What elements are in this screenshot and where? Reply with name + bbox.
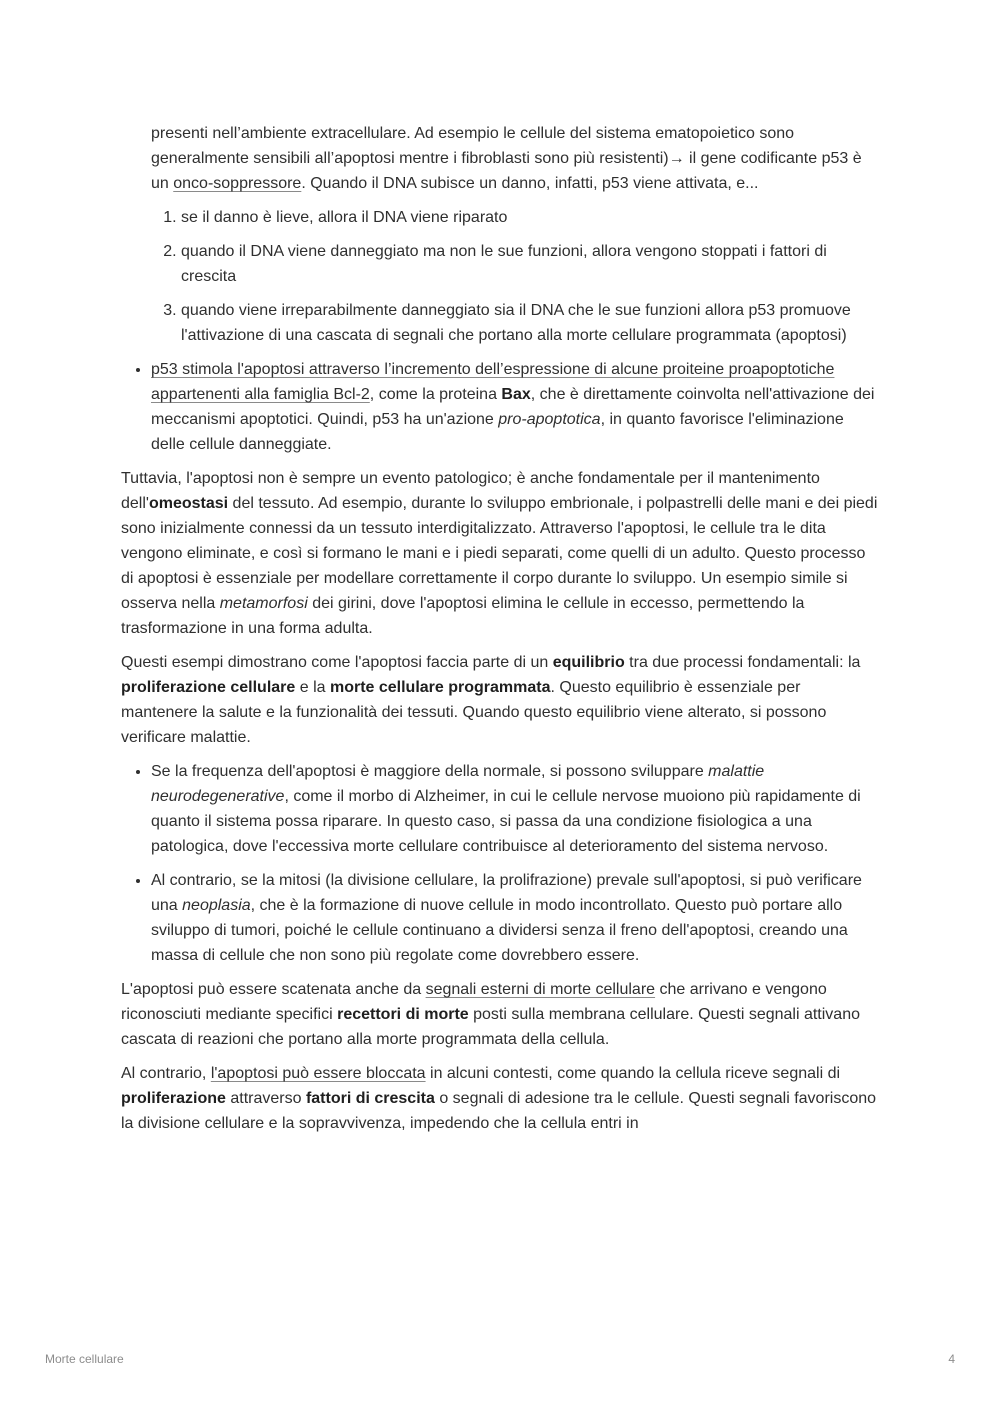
- paragraph-equilibrio: Questi esempi dimostrano come l'apoptosi faccia parte di un equilibrio tra due processi fondamentali: la proliferazione cellulare e la morte cellulare programmata. Questo equilibrio è essenziale per mantenere la salute e la funzionalità dei tessuti. Quando questo equilibrio viene alterato, si possono verificare malattie.: [121, 654, 861, 746]
- list-item: 1. se il danno è lieve, allora il DNA viene riparato: [181, 205, 880, 230]
- list-item: • Se la frequenza dell'apoptosi è maggiore della normale, si possono sviluppare malattie neurodegenerative, come il morbo di Alzheimer, in cui le cellule nervose muoiono più rapidamente di quanto il sistema possa riparare. In questo caso, si passa da una condizione fisiologica a una patologica, dove l'eccessiva morte cellulare contribuisce al deterioramento del sistema nervoso.: [151, 759, 880, 859]
- bullet-list-p53: [121, 357, 880, 457]
- list-item: 2. quando il DNA viene danneggiato ma non le sue funzioni, allora vengono stoppati i fattori di crescita: [181, 239, 880, 289]
- paragraph-omeostasi: Tuttavia, l'apoptosi non è sempre un evento patologico; è anche fondamentale per il mantenimento dell'omeostasi del tessuto. Ad esempio, durante lo sviluppo embrionale, i polpastrelli delle mani e dei piedi sono inizialmente connessi da un tessuto interdigitalizzato. Attraverso l'apoptosi, le cellule tra le dita vengono eliminate, e così si formano le mani e i piedi separati, come quelli di un adulto. Questo processo di apoptosi è essenziale per modellare correttamente il corpo durante lo sviluppo. Un esempio simile si osserva nella metamorfosi dei girini, dove l'apoptosi elimina le cellule in eccesso, permettendo la trasformazione in una forma adulta.: [121, 470, 878, 637]
- numbered-list: [151, 205, 880, 348]
- continued-paragraph: presenti nell’ambiente extracellulare. Ad esempio le cellule del sistema ematopoietico sono generalmente sensibili all’apoptosi mentre i fibroblasti sono più resistenti)→ il gene codificante p53 è un onco-soppressore. Quando il DNA subisce un danno, infatti, p53 viene attivata, e...: [151, 125, 862, 192]
- document-body: [121, 121, 880, 1145]
- bullet-list-malattie: [121, 759, 880, 968]
- paragraph-segnali-esterni: L'apoptosi può essere scatenata anche da segnali esterni di morte cellulare che arrivano e vengono riconosciuti mediante specifici recettori di morte posti sulla membrana cellulare. Questi segnali attivano cascata di reazioni che portano alla morte programmata della cellula.: [121, 981, 860, 1048]
- link-onco-soppressore[interactable]: onco-soppressore: [173, 175, 302, 192]
- page-number: 4: [948, 1352, 955, 1366]
- list-item: • Al contrario, se la mitosi (la divisione cellulare, la prolifrazione) prevale sull'apoptosi, si può verificare una neoplasia, che è la formazione di nuove cellule in modo incontrollato. Questo può portare allo sviluppo di tumori, poiché le cellule continuano a dividersi senza il freno dell'apoptosi, creando una massa di cellule che non sono più regolate come dovrebbero essere.: [151, 868, 880, 968]
- link-bcl2[interactable]: p53 stimola l'apoptosi attraverso l’incremento dell’espressione di alcune proiteine proapoptotiche appartenenti alla famiglia Bcl-2: [151, 361, 835, 403]
- paragraph-apoptosi-bloccata: Al contrario, l'apoptosi può essere bloccata in alcuni contesti, come quando la cellula riceve segnali di proliferazione attraverso fattori di crescita o segnali di adesione tra le cellule. Questi segnali favoriscono la divisione cellulare e la sopravvivenza, impedendo che la cellula entri in: [121, 1065, 877, 1132]
- list-item: • p53 stimola l'apoptosi attraverso l’incremento dell’espressione di alcune proiteine proapoptotiche appartenenti alla famiglia Bcl-2, come la proteina Bax, che è direttamente coinvolta nell'attivazione dei meccanismi apoptotici. Quindi, p53 ha un'azione pro-apoptotica, in quanto favorisce l'eliminazione delle cellule danneggiate.: [151, 357, 880, 457]
- link-segnali-esterni[interactable]: segnali esterni di morte cellulare: [425, 981, 656, 998]
- footer-title: Morte cellulare: [45, 1352, 124, 1366]
- link-apoptosi-bloccata[interactable]: l'apoptosi può essere bloccata: [210, 1065, 426, 1082]
- list-item: 3. quando viene irreparabilmente danneggiato sia il DNA che le sue funzioni allora p53 promuove l'attivazione di una cascata di segnali che portano alla morte cellulare programmata (apoptosi): [181, 298, 880, 348]
